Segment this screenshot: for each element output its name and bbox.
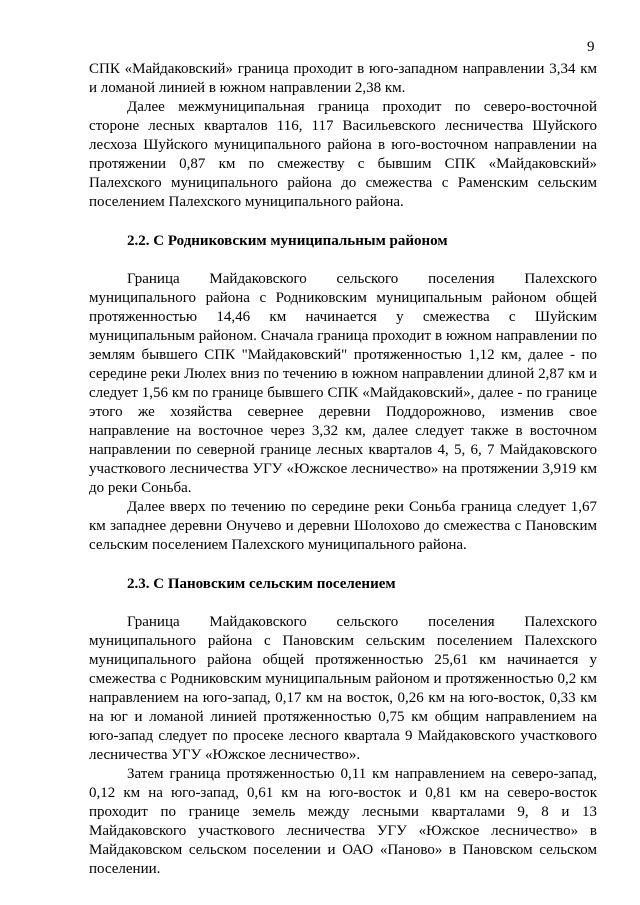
paragraph-panovo-border: Граница Майдаковского сельского поселения Палехского муниципального района с Пановским сельским поселением Палехского муниципального района общей протяженностью 25,61 км начинается у смежества с Родниковским муниципальным районом и протяженностью 0,2 км направлением на юго-запад, 0,17 км на восток, 0,26 км на юго-восток, 0,33 км на юг и ломаной линией протяженностью 0,75 км общим направлением на юго-запад следует по просеке лесного квартала 9 Майдаковского участкового лесничества УГУ «Южское лесничество».	[89, 614, 597, 763]
spacer	[89, 251, 597, 270]
paragraph-rodniki-border: Граница Майдаковского сельского поселения Палехского муниципального района с Родниковским муниципальным районом общей протяженностью 14,46 км начинается у смежества с Шуйским муниципальным районом. Сначала граница проходит в южном направлении по землям бывшего СПК "Майдаковский" протяженностью 1,12 км, далее - по середине реки Люлех вниз по течению в южном направлении длиной 2,87 км и следует 1,56 км по границе бывшего СПК «Майдаковский», далее - по границе этого же хозяйства севернее деревни Поддорожново, изменив свое направление на восточное через 3,32 км, далее следует также в восточном направлении по северной границе лесных кварталов 4, 5, 6, 7 Майдаковского участкового лесничества УГУ «Южское лесничество» на протяжении 3,919 км до реки Соньба.	[89, 271, 597, 496]
paragraph-continuation: СПК «Майдаковский» граница проходит в юго-западном направлении 3,34 км и ломаной линией в южном направлении 2,38 км.	[89, 61, 597, 96]
spacer	[89, 212, 597, 232]
page-number: 9	[587, 39, 595, 55]
spacer	[89, 555, 597, 575]
paragraph-panovo-continuation: Затем граница протяженностью 0,11 км направлением на северо-запад, 0,12 км на юго-запад, 0,61 км на юго-восток и 0,81 км на северо-восток проходит по границе земель между лесными кварталами 9, 8 и 13 Майдаковского участкового лесничества УГУ «Южское лесничество» в Майдаковском сельском поселении и ОАО «Паново» в Пановском сельском поселении.	[89, 766, 597, 877]
paragraph-sonba-river: Далее вверх по течению по середине реки Соньба граница следует 1,67 км западнее деревни Онучево и деревни Шолохово до смежества с Пановским сельским поселением Палехского муниципального района.	[89, 499, 597, 553]
spacer	[89, 594, 597, 613]
paragraph-interborder: Далее межмуниципальная граница проходит по северо-восточной стороне лесных кварталов 116, 117 Васильевского лесничества Шуйского лесхоза Шуйского муниципального района в юго-восточном направлении на протяжении 0,87 км по смежеству с бывшим СПК «Майдаковский» Палехского муниципального района до смежества с Раменским сельским поселением Палехского муниципального района.	[89, 99, 597, 210]
section-heading-2-2: 2.2. С Родниковским муниципальным районом	[127, 233, 448, 249]
document-body	[89, 60, 597, 879]
section-heading-2-3: 2.3. С Пановским сельским поселением	[127, 576, 396, 592]
